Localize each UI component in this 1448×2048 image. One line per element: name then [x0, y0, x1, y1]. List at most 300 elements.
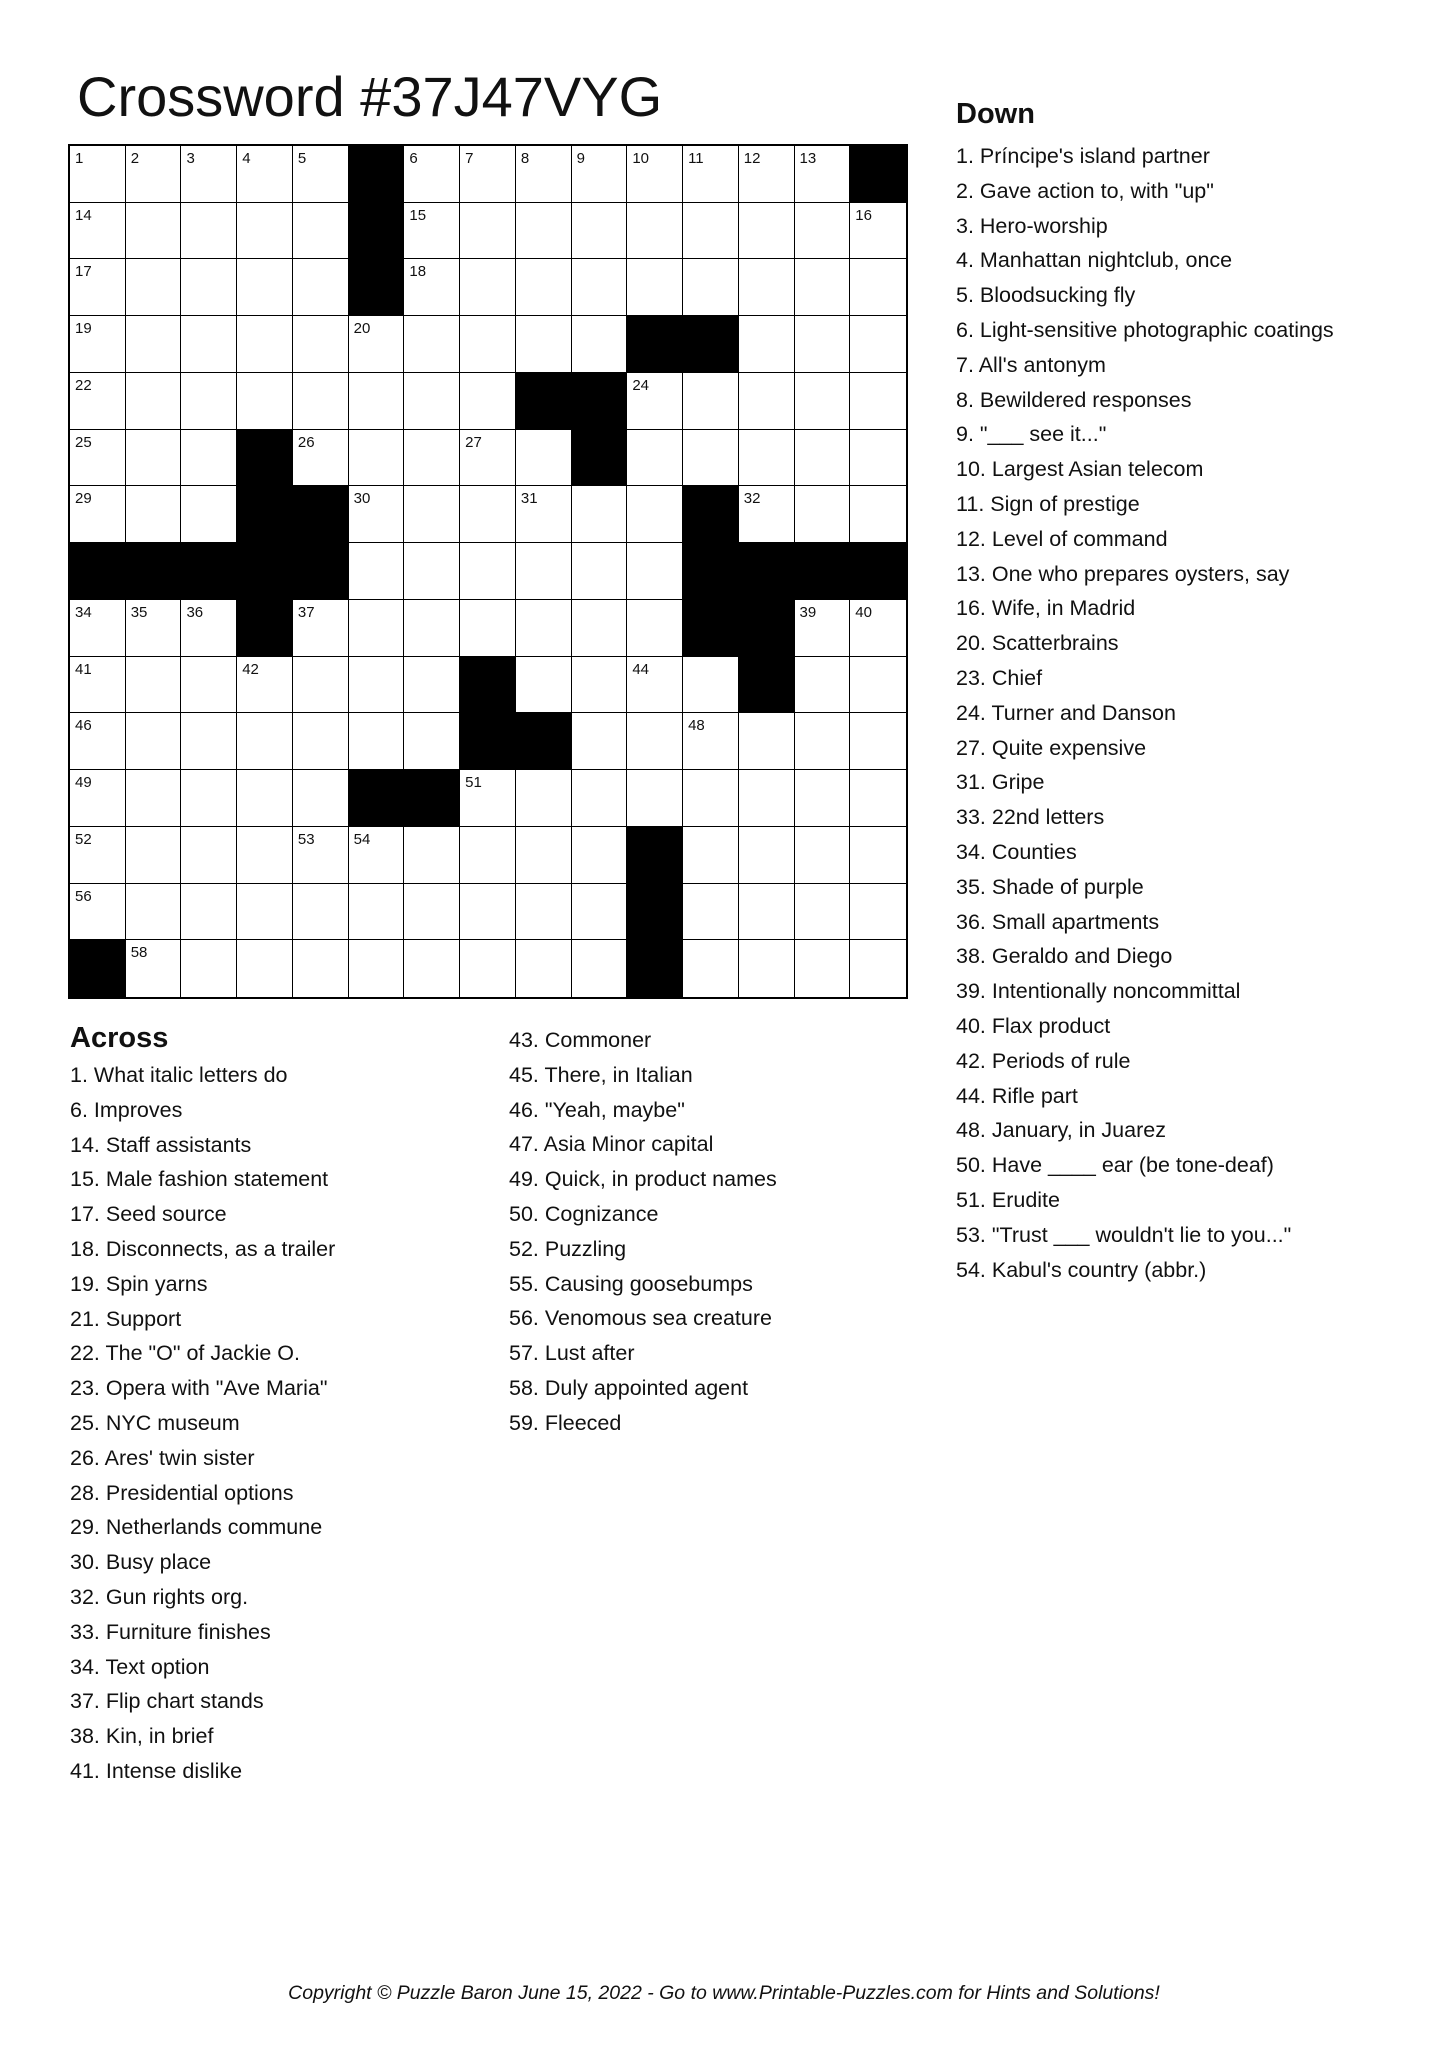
cell-number: 31 [520, 490, 538, 508]
grid-cell[interactable] [460, 430, 516, 487]
clue-item: 51. Erudite [956, 1187, 1060, 1212]
grid-cell[interactable] [349, 316, 405, 373]
cell-number: 1 [75, 150, 84, 167]
clue-item: 11. Sign of prestige [956, 491, 1140, 516]
grid-cell[interactable] [126, 316, 182, 373]
grid-cell[interactable] [181, 713, 237, 770]
grid-cell[interactable] [404, 827, 460, 884]
grid-cell[interactable] [627, 486, 683, 543]
grid-cell[interactable] [516, 657, 572, 714]
grid-cell[interactable] [181, 600, 237, 657]
grid-block-cell [237, 486, 293, 543]
grid-cell[interactable] [237, 316, 293, 373]
cell-number: 36 [186, 603, 204, 621]
grid-cell[interactable] [627, 146, 683, 203]
grid-cell[interactable] [404, 203, 460, 260]
clue-item: 27. Quite expensive [956, 735, 1147, 760]
grid-cell[interactable] [349, 940, 405, 997]
clue-item: 50. Cognizance [509, 1201, 659, 1226]
down-clues [956, 139, 1334, 1287]
grid-cell[interactable] [126, 827, 182, 884]
grid-cell[interactable] [349, 600, 405, 657]
grid-cell[interactable] [795, 430, 851, 487]
cell-number: 18 [409, 263, 427, 281]
grid-cell[interactable] [683, 203, 739, 260]
grid-cell[interactable] [683, 430, 739, 487]
grid-cell[interactable] [293, 316, 349, 373]
grid-cell[interactable] [850, 203, 906, 260]
clue-item: 38. Kin, in brief [70, 1724, 214, 1749]
clue-item: 48. January, in Juarez [956, 1118, 1166, 1143]
grid-cell[interactable] [850, 316, 906, 373]
grid-cell[interactable] [349, 827, 405, 884]
grid-cell[interactable] [683, 884, 739, 941]
clue-item: 15. Male fashion statement [70, 1167, 329, 1192]
grid-cell[interactable] [181, 827, 237, 884]
clue-item: 28. Presidential options [70, 1480, 294, 1505]
grid-cell[interactable] [70, 430, 126, 487]
grid-cell[interactable] [850, 713, 906, 770]
grid-cell[interactable] [850, 770, 906, 827]
grid-cell[interactable] [850, 657, 906, 714]
grid-cell[interactable] [237, 259, 293, 316]
grid-cell[interactable] [349, 486, 405, 543]
grid-cell[interactable] [516, 259, 572, 316]
grid-cell[interactable] [293, 373, 349, 430]
clue-item: 20. Scatterbrains [956, 631, 1119, 656]
grid-cell[interactable] [739, 373, 795, 430]
grid-cell[interactable] [572, 203, 628, 260]
grid-cell[interactable] [70, 657, 126, 714]
cell-number: 32 [743, 490, 761, 508]
grid-block-cell [850, 146, 906, 203]
grid-cell[interactable] [70, 146, 126, 203]
grid-cell[interactable] [237, 146, 293, 203]
grid-cell[interactable] [126, 713, 182, 770]
grid-cell[interactable] [739, 713, 795, 770]
grid-cell[interactable] [683, 713, 739, 770]
grid-cell[interactable] [516, 884, 572, 941]
grid-cell[interactable] [795, 657, 851, 714]
clue-item: 37. Flip chart stands [70, 1689, 264, 1714]
grid-cell[interactable] [795, 259, 851, 316]
grid-cell[interactable] [683, 770, 739, 827]
grid-cell[interactable] [850, 486, 906, 543]
grid-block-cell [683, 486, 739, 543]
cell-number: 58 [130, 944, 148, 962]
grid-cell[interactable] [795, 316, 851, 373]
grid-cell[interactable] [627, 770, 683, 827]
grid-cell[interactable] [404, 430, 460, 487]
cell-number: 26 [297, 433, 315, 451]
clue-item: 26. Ares' twin sister [70, 1445, 255, 1470]
grid-cell[interactable] [739, 827, 795, 884]
grid-block-cell [460, 713, 516, 770]
clue-item: 36. Small apartments [956, 909, 1160, 934]
grid-cell[interactable] [739, 486, 795, 543]
grid-block-cell [349, 770, 405, 827]
grid-cell[interactable] [516, 146, 572, 203]
clue-item: 41. Intense dislike [70, 1758, 243, 1783]
grid-cell[interactable] [126, 770, 182, 827]
grid-cell[interactable] [516, 543, 572, 600]
clue-item: 13. One who prepares oysters, say [956, 561, 1290, 586]
grid-cell[interactable] [627, 203, 683, 260]
clue-item: 31. Gripe [956, 770, 1045, 795]
grid-cell[interactable] [126, 259, 182, 316]
grid-cell[interactable] [572, 316, 628, 373]
grid-cell[interactable] [572, 146, 628, 203]
clue-item: 19. Spin yarns [70, 1271, 208, 1296]
grid-cell[interactable] [683, 259, 739, 316]
grid-cell[interactable] [627, 600, 683, 657]
grid-block-cell [349, 259, 405, 316]
cell-number: 44 [632, 660, 650, 678]
grid-cell[interactable] [572, 884, 628, 941]
grid-cell[interactable] [516, 430, 572, 487]
grid-cell[interactable] [181, 203, 237, 260]
grid-cell[interactable] [237, 770, 293, 827]
grid-cell[interactable] [460, 600, 516, 657]
grid-cell[interactable] [739, 430, 795, 487]
grid-cell[interactable] [237, 203, 293, 260]
cell-number: 56 [75, 887, 92, 905]
grid-cell[interactable] [795, 203, 851, 260]
clue-item: 5. Bloodsucking fly [956, 283, 1136, 308]
grid-cell[interactable] [126, 940, 182, 997]
grid-cell[interactable] [739, 770, 795, 827]
grid-cell[interactable] [404, 543, 460, 600]
clue-item: 45. There, in Italian [509, 1062, 693, 1087]
grid-cell[interactable] [237, 827, 293, 884]
grid-block-cell [627, 884, 683, 941]
grid-cell[interactable] [572, 657, 628, 714]
cell-number: 20 [353, 320, 371, 338]
clue-item: 42. Periods of rule [956, 1048, 1131, 1073]
grid-cell[interactable] [404, 486, 460, 543]
grid-cell[interactable] [572, 543, 628, 600]
grid-cell[interactable] [70, 600, 126, 657]
grid-cell[interactable] [293, 770, 349, 827]
grid-block-cell [683, 543, 739, 600]
clue-item: 21. Support [70, 1306, 182, 1331]
clue-item: 32. Gun rights org. [70, 1584, 249, 1609]
grid-cell[interactable] [795, 827, 851, 884]
clue-item: 40. Flax product [956, 1013, 1111, 1038]
grid-cell[interactable] [349, 884, 405, 941]
grid-cell[interactable] [349, 657, 405, 714]
grid-cell[interactable] [404, 940, 460, 997]
cell-number: 41 [75, 660, 92, 678]
grid-cell[interactable] [293, 600, 349, 657]
grid-cell[interactable] [181, 884, 237, 941]
grid-cell[interactable] [627, 713, 683, 770]
grid-cell[interactable] [460, 373, 516, 430]
grid-cell[interactable] [739, 940, 795, 997]
grid-cell[interactable] [404, 146, 460, 203]
grid-cell[interactable] [572, 713, 628, 770]
grid-cell[interactable] [70, 713, 126, 770]
grid-cell[interactable] [516, 600, 572, 657]
grid-cell[interactable] [237, 713, 293, 770]
grid-cell[interactable] [126, 203, 182, 260]
grid-cell[interactable] [70, 373, 126, 430]
cell-number: 12 [743, 150, 761, 167]
clue-item: 39. Intentionally noncommittal [956, 979, 1241, 1004]
cell-number: 9 [576, 150, 585, 167]
grid-cell[interactable] [126, 600, 182, 657]
grid-cell[interactable] [627, 373, 683, 430]
grid-cell[interactable] [795, 884, 851, 941]
clue-item: 6. Light-sensitive photographic coatings [956, 317, 1334, 342]
grid-block-cell [126, 543, 182, 600]
grid-cell[interactable] [293, 827, 349, 884]
grid-cell[interactable] [460, 146, 516, 203]
grid-block-cell [850, 543, 906, 600]
grid-cell[interactable] [516, 316, 572, 373]
clue-item: 17. Seed source [70, 1202, 227, 1227]
grid-cell[interactable] [460, 940, 516, 997]
grid-cell[interactable] [683, 657, 739, 714]
grid-cell[interactable] [850, 940, 906, 997]
copyright-footer: Copyright © Puzzle Baron June 15, 2022 - Go to www.Printable-Puzzles.com for Hints and Solutions! [288, 1982, 1160, 2004]
grid-cell[interactable] [460, 259, 516, 316]
grid-cell[interactable] [850, 430, 906, 487]
grid-cell[interactable] [181, 486, 237, 543]
grid-cell[interactable] [795, 940, 851, 997]
grid-cell[interactable] [572, 940, 628, 997]
cell-number: 35 [130, 603, 148, 621]
grid-cell[interactable] [795, 600, 851, 657]
grid-cell[interactable] [572, 600, 628, 657]
grid-block-cell [293, 543, 349, 600]
grid-cell[interactable] [627, 543, 683, 600]
grid-cell[interactable] [683, 373, 739, 430]
grid-block-cell [572, 373, 628, 430]
grid-cell[interactable] [795, 146, 851, 203]
cell-number: 49 [75, 774, 92, 792]
grid-cell[interactable] [404, 373, 460, 430]
grid-cell[interactable] [627, 259, 683, 316]
across-clues-column-2 [509, 1023, 777, 1441]
grid-cell[interactable] [795, 770, 851, 827]
grid-cell[interactable] [293, 203, 349, 260]
grid-cell[interactable] [739, 316, 795, 373]
grid-cell[interactable] [349, 430, 405, 487]
grid-cell[interactable] [70, 827, 126, 884]
clue-item: 35. Shade of purple [956, 874, 1144, 899]
grid-cell[interactable] [795, 713, 851, 770]
grid-cell[interactable] [739, 259, 795, 316]
grid-cell[interactable] [126, 373, 182, 430]
cell-number: 53 [297, 830, 315, 848]
cell-number: 2 [130, 150, 140, 167]
grid-cell[interactable] [572, 259, 628, 316]
grid-cell[interactable] [126, 430, 182, 487]
grid-cell[interactable] [404, 713, 460, 770]
grid-cell[interactable] [404, 884, 460, 941]
grid-cell[interactable] [181, 657, 237, 714]
grid-cell[interactable] [181, 146, 237, 203]
grid-cell[interactable] [70, 259, 126, 316]
grid-cell[interactable] [293, 259, 349, 316]
grid-cell[interactable] [293, 430, 349, 487]
grid-cell[interactable] [739, 203, 795, 260]
grid-cell[interactable] [739, 884, 795, 941]
grid-cell[interactable] [237, 373, 293, 430]
grid-block-cell [460, 657, 516, 714]
clue-item: 33. 22nd letters [956, 805, 1105, 830]
grid-cell[interactable] [126, 657, 182, 714]
grid-cell[interactable] [293, 884, 349, 941]
grid-cell[interactable] [460, 486, 516, 543]
grid-cell[interactable] [795, 486, 851, 543]
grid-cell[interactable] [349, 543, 405, 600]
clue-item: 54. Kabul's country (abbr.) [956, 1257, 1207, 1282]
grid-block-cell [349, 146, 405, 203]
grid-block-cell [237, 430, 293, 487]
grid-block-cell [293, 486, 349, 543]
grid-cell[interactable] [627, 430, 683, 487]
grid-block-cell [627, 316, 683, 373]
grid-cell[interactable] [683, 827, 739, 884]
grid-cell[interactable] [572, 770, 628, 827]
grid-cell[interactable] [850, 600, 906, 657]
grid-cell[interactable] [795, 373, 851, 430]
grid-block-cell [739, 657, 795, 714]
grid-block-cell [739, 600, 795, 657]
cell-number: 11 [688, 150, 704, 167]
cell-number: 39 [799, 603, 817, 621]
cell-number: 17 [75, 263, 92, 281]
across-heading: Across [70, 1022, 169, 1054]
cell-number: 24 [632, 376, 650, 394]
grid-cell[interactable] [70, 884, 126, 941]
clue-item: 8. Bewildered responses [956, 387, 1192, 412]
grid-cell[interactable] [293, 657, 349, 714]
grid-cell[interactable] [404, 316, 460, 373]
cell-number: 3 [186, 150, 195, 167]
clue-item: 50. Have ____ ear (be tone-deaf) [956, 1153, 1274, 1178]
grid-block-cell [627, 940, 683, 997]
grid-cell[interactable] [572, 486, 628, 543]
grid-cell[interactable] [739, 146, 795, 203]
clue-item: 57. Lust after [509, 1341, 635, 1366]
clue-item: 34. Counties [956, 839, 1077, 864]
grid-cell[interactable] [237, 657, 293, 714]
grid-cell[interactable] [181, 259, 237, 316]
grid-cell[interactable] [237, 884, 293, 941]
clue-item: 1. What italic letters do [70, 1063, 288, 1087]
cell-number: 46 [75, 717, 92, 735]
grid-block-cell [683, 316, 739, 373]
grid-cell[interactable] [683, 146, 739, 203]
grid-cell[interactable] [181, 316, 237, 373]
clue-item: 6. Improves [70, 1097, 183, 1122]
clue-item: 23. Opera with "Ave Maria" [70, 1376, 328, 1401]
grid-block-cell [683, 600, 739, 657]
grid-cell[interactable] [460, 827, 516, 884]
grid-cell[interactable] [460, 543, 516, 600]
cell-number: 19 [75, 320, 92, 338]
grid-cell[interactable] [460, 884, 516, 941]
grid-cell[interactable] [516, 203, 572, 260]
grid-cell[interactable] [627, 657, 683, 714]
grid-cell[interactable] [293, 940, 349, 997]
cell-number: 14 [75, 206, 92, 224]
grid-cell[interactable] [404, 259, 460, 316]
cell-number: 42 [242, 660, 259, 678]
cell-number: 52 [75, 830, 92, 848]
grid-cell[interactable] [349, 373, 405, 430]
grid-cell[interactable] [516, 940, 572, 997]
grid-block-cell [627, 827, 683, 884]
cell-number: 22 [75, 376, 92, 394]
clue-item: 47. Asia Minor capital [509, 1132, 714, 1157]
grid-cell[interactable] [70, 316, 126, 373]
cell-number: 10 [632, 150, 650, 167]
grid-cell[interactable] [181, 430, 237, 487]
down-heading: Down [956, 98, 1035, 130]
grid-cell[interactable] [349, 713, 405, 770]
grid-cell[interactable] [237, 940, 293, 997]
clue-item: 44. Rifle part [956, 1083, 1078, 1108]
grid-block-cell [70, 543, 126, 600]
cell-number: 29 [75, 490, 92, 508]
grid-block-cell [237, 600, 293, 657]
grid-cell[interactable] [850, 373, 906, 430]
grid-cell[interactable] [850, 827, 906, 884]
grid-cell[interactable] [516, 770, 572, 827]
grid-cell[interactable] [70, 486, 126, 543]
grid-cell[interactable] [126, 884, 182, 941]
grid-cell[interactable] [850, 884, 906, 941]
grid-cell[interactable] [516, 486, 572, 543]
clue-item: 24. Turner and Danson [956, 700, 1176, 725]
clue-item: 30. Busy place [70, 1550, 212, 1575]
grid-cell[interactable] [181, 373, 237, 430]
cell-number: 54 [353, 830, 371, 848]
cell-number: 4 [242, 150, 251, 167]
grid-cell[interactable] [70, 203, 126, 260]
grid-cell[interactable] [293, 146, 349, 203]
grid-block-cell [739, 543, 795, 600]
grid-cell[interactable] [460, 770, 516, 827]
clue-item: 3. Hero-worship [956, 213, 1108, 238]
grid-cell[interactable] [126, 146, 182, 203]
grid-cell[interactable] [126, 486, 182, 543]
grid-cell[interactable] [516, 827, 572, 884]
cell-number: 27 [465, 433, 482, 451]
grid-cell[interactable] [70, 770, 126, 827]
cell-number: 34 [75, 603, 92, 621]
grid-cell[interactable] [572, 827, 628, 884]
grid-cell[interactable] [404, 600, 460, 657]
grid-cell[interactable] [293, 713, 349, 770]
grid-cell[interactable] [850, 259, 906, 316]
grid-block-cell [404, 770, 460, 827]
grid-cell[interactable] [181, 940, 237, 997]
grid-cell[interactable] [683, 940, 739, 997]
grid-block-cell [795, 543, 851, 600]
grid-cell[interactable] [460, 316, 516, 373]
cell-number: 7 [465, 150, 474, 167]
grid-cell[interactable] [181, 770, 237, 827]
grid-cell[interactable] [460, 203, 516, 260]
clue-item: 14. Staff assistants [70, 1132, 252, 1157]
grid-cell[interactable] [404, 657, 460, 714]
grid-block-cell [70, 940, 126, 997]
